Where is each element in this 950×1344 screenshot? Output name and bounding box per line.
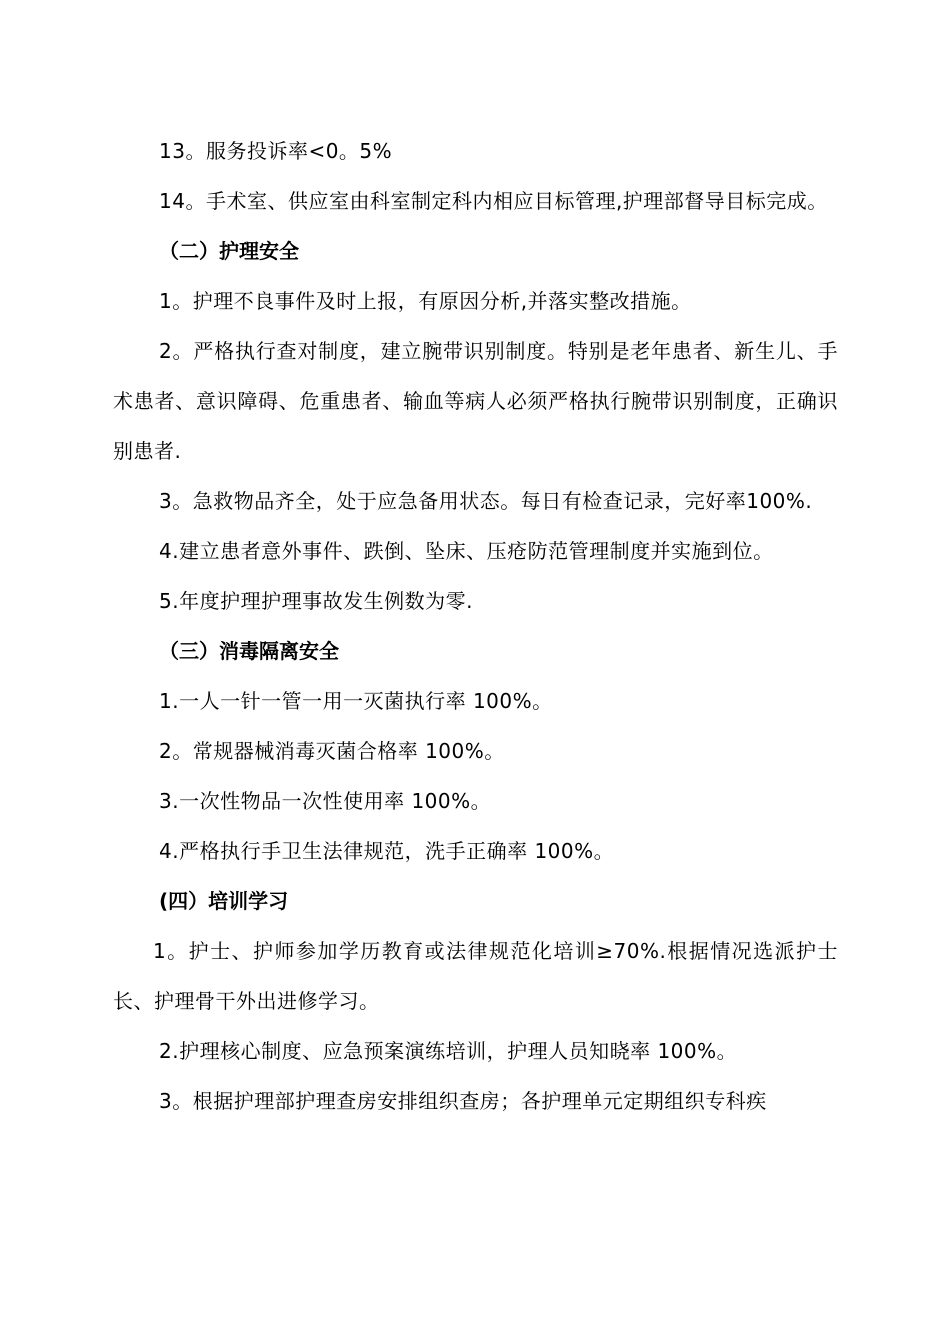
training-item-1: 1。护士、护师参加学历教育或法律规范化培训≥70%.根据情况选派护士长、护理骨干外出进修学习。: [113, 939, 838, 1013]
item-14-or-supply-targets: 14。手术室、供应室由科室制定科内相应目标管理,护理部督导目标完成。: [159, 189, 828, 213]
safety-item-2: 2。严格执行查对制度，建立腕带识别制度。特别是老年患者、新生儿、手术患者、意识障碍、危重患者、输血等病人必须严格执行腕带识别制度，正确识别患者.: [113, 339, 838, 463]
document-body: [113, 126, 838, 1126]
safety-item-1: 1。护理不良事件及时上报，有原因分析,并落实整改措施。: [159, 289, 692, 313]
disinfection-item-1: 1.一人一针一管一用一灭菌执行率 100%。: [159, 689, 553, 713]
safety-item-4: 4.建立患者意外事件、跌倒、坠床、压疮防范管理制度并实施到位。: [159, 539, 774, 563]
disinfection-item-4: 4.严格执行手卫生法律规范，洗手正确率 100%。: [159, 839, 615, 863]
training-item-3: 3。根据护理部护理查房安排组织查房；各护理单元定期组织专科疾: [159, 1089, 767, 1113]
safety-item-5: 5.年度护理护理事故发生例数为零.: [159, 589, 473, 613]
section-heading-nursing-safety: （二）护理安全: [159, 239, 299, 263]
item-13-complaint-rate: 13。服务投诉率<0。5%: [159, 139, 393, 163]
training-item-2: 2.护理核心制度、应急预案演练培训，护理人员知晓率 100%。: [159, 1039, 738, 1063]
safety-item-3: 3。急救物品齐全，处于应急备用状态。每日有检查记录，完好率100%.: [159, 489, 813, 513]
section-heading-training: (四）培训学习: [159, 889, 289, 913]
disinfection-item-2: 2。常规器械消毒灭菌合格率 100%。: [159, 739, 505, 763]
section-heading-disinfection: （三）消毒隔离安全: [159, 639, 339, 663]
disinfection-item-3: 3.一次性物品一次性使用率 100%。: [159, 789, 492, 813]
